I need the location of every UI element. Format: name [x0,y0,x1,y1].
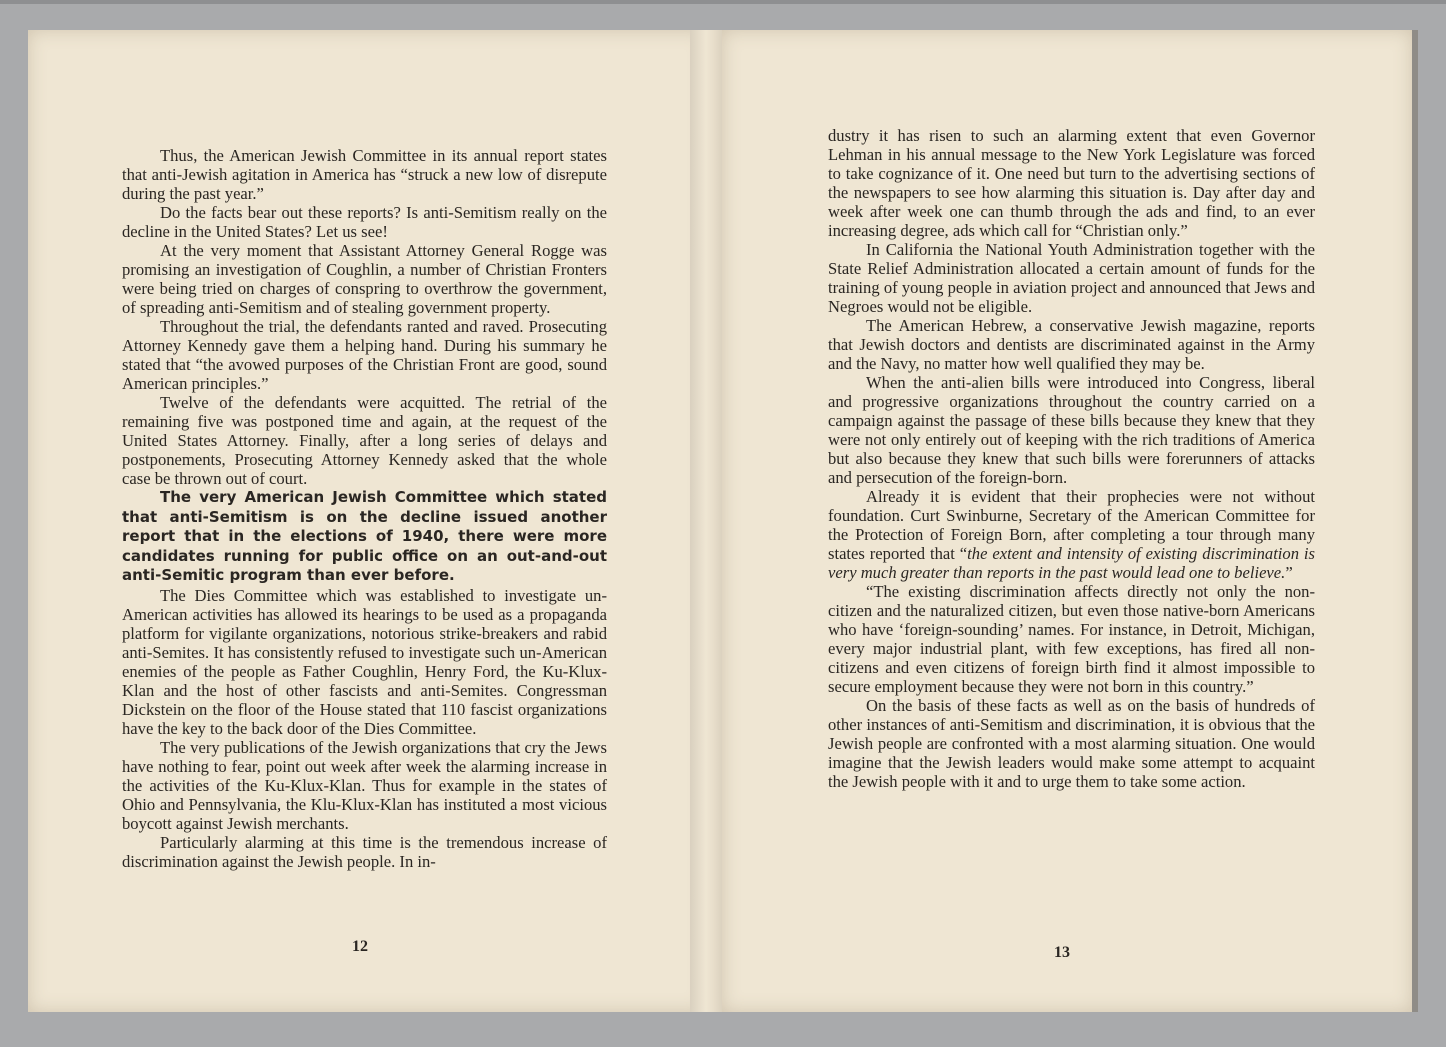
paragraph [828,487,1315,582]
paragraph: The Dies Committee which was established to investigate un-American activities has allowed its hearings to be used as a propaganda platform for vigilante organizations, notorious strike-breakers and rabid anti-Semites. It has consistently refused to investigate such un-American enemies of the people as Father Coughlin, Henry Ford, the Ku-Klux-Klan and the host of other fascists and anti-Semites. Congressman Dickstein on the floor of the House stated that 110 fascist organizations have the key to the back door of the Dies Committee. [122,585,607,738]
right-page-text [828,126,1315,791]
paragraph: At the very moment that Assistant Attorney General Rogge was promising an investigation of Coughlin, a number of Christian Fronters were being tried on charges of conspring to overthrow the government, of spreading anti-Semitism and of stealing government property. [122,241,607,317]
paragraph: “The existing discrimination affects directly not only the non-citizen and the naturalized citizen, but even those native-born Americans who have ‘foreign-sounding’ names. For instance, in Detroit, Michigan, every major industrial plant, with few exceptions, has fired all non-citizens and even citizens of foreign birth find it almost impossible to secure employment because they were not born in this country.” [828,582,1315,696]
paragraph: Thus, the American Jewish Committee in its annual report states that anti-Jewish agitation in America has “struck a new low of disrepute during the past year.” [122,146,607,203]
closing-quote: ” [1285,563,1293,582]
paragraph: Particularly alarming at this time is the tremendous increase of discrimination against the Jewish people. In in- [122,832,607,871]
left-page [28,30,706,1012]
page-number: 12 [352,938,368,955]
page-number: 13 [1054,944,1070,961]
paragraph: The American Hebrew, a conservative Jewish magazine, reports that Jewish doctors and dentists are discriminated against in the Army and the Navy, no matter how well qualified they may be. [828,316,1315,373]
scan-edge-right [1412,30,1418,1012]
right-page [722,30,1412,1012]
paragraph: Do the facts bear out these reports? Is anti-Semitism really on the decline in the United States? Let us see! [122,203,607,241]
paragraph-text: Already it is evident that their prophecies were not without foundation. Curt Swinburne, Secretary of the American Committee for the Protection of Foreign Born, after completing a tour through many states reported that “ [828,487,1315,563]
scan-edge [0,0,1446,4]
left-page-text [122,146,607,871]
bold-paragraph: The very American Jewish Committee which stated that anti-Semitism is on the decline issued another report that in the elections of 1940, there were more candidates running for public office on an out-and-out anti-Semitic program than ever before. [122,488,607,584]
paragraph: In California the National Youth Administration together with the State Relief Administration allocated a certain amount of funds for the training of young people in aviation project and announced that Jews and Negroes would not be eligible. [828,240,1315,316]
paragraph: The very publications of the Jewish organizations that cry the Jews have nothing to fear, point out week after week the alarming increase in the activities of the Ku-Klux-Klan. Thus for example in the states of Ohio and Pennsylvania, the Klu-Klux-Klan has instituted a most vicious boycott against Jewish merchants. [122,737,607,833]
paragraph: On the basis of these facts as well as on the basis of hundreds of other instances of anti-Semitism and discrimination, it is obvious that the Jewish people are confronted with a most alarming situation. One would imagine that the Jewish leaders would make some attempt to acquaint the Jewish people with it and to urge them to take some action. [828,696,1315,791]
paragraph: Throughout the trial, the defendants ranted and raved. Prosecuting Attorney Kennedy gave them a helping hand. During his summary he stated that “the avowed purposes of the Christian Front are good, sound American principles.” [122,317,607,393]
paragraph: Twelve of the defendants were acquitted. The retrial of the remaining five was postponed time and again, at the request of the United States Attorney. Finally, after a long series of delays and postponements, Prosecuting Attorney Kennedy asked that the whole case be thrown out of court. [122,393,607,488]
paragraph: dustry it has risen to such an alarming extent that even Governor Lehman in his annual message to the New York Legislature was forced to take cognizance of it. One need but turn to the advertising sections of the newspapers to see how alarming this situation is. Day after day and week after week one can thumb through the ads and find, to an ever increasing degree, ads which call for “Christian only.” [828,126,1315,240]
paragraph: When the anti-alien bills were introduced into Congress, liberal and progressive organizations throughout the country carried on a campaign against the passage of these bills because they knew that they were not only entirely out of keeping with the rich traditions of America but also because they knew that such bills were forerunners of attacks and persecution of the foreign-born. [828,373,1315,487]
italic-quote: the extent and intensity of existing discrimination is very much greater than reports in the past would lead one to believe. [828,544,1315,582]
